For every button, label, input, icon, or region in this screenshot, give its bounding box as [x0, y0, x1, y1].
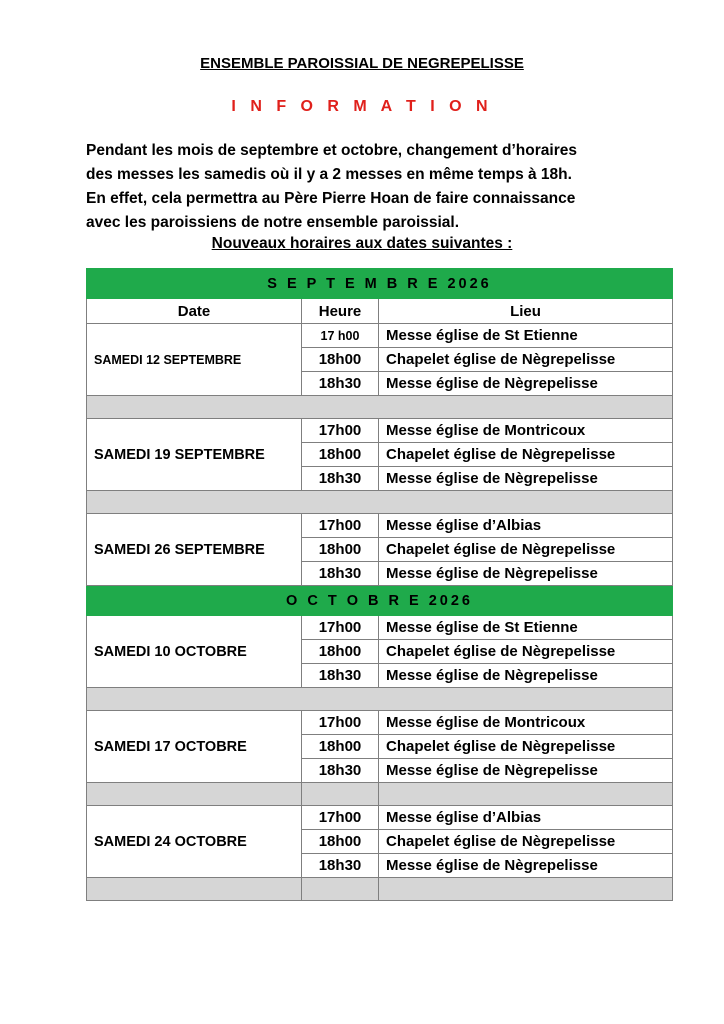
separator-cell: [87, 396, 673, 419]
time-cell: 18h30: [302, 372, 379, 396]
place-cell: Chapelet église de Nègrepelisse: [379, 443, 673, 467]
time-cell: 18h30: [302, 854, 379, 878]
time-cell: 18h30: [302, 562, 379, 586]
separator-cell: [379, 878, 673, 901]
separator-row: [87, 491, 673, 514]
place-cell: Messe église de Nègrepelisse: [379, 759, 673, 783]
information-heading: I N F O R M A T I O N: [231, 98, 493, 115]
separator-cell: [87, 878, 302, 901]
separator-cell: [379, 783, 673, 806]
time-cell: 17h00: [302, 419, 379, 443]
time-cell: 18h00: [302, 443, 379, 467]
time-cell: 18h00: [302, 348, 379, 372]
place-cell: Messe église d’Albias: [379, 514, 673, 538]
separator-row: [87, 688, 673, 711]
place-cell: Messe église de Nègrepelisse: [379, 664, 673, 688]
date-cell: SAMEDI 26 SEPTEMBRE: [87, 514, 302, 586]
table-row: [87, 324, 673, 348]
time-cell: 17h00: [302, 514, 379, 538]
place-cell: Chapelet église de Nègrepelisse: [379, 830, 673, 854]
intro-line: Pendant les mois de septembre et octobre, changement d’horaires: [86, 142, 577, 159]
schedule-table: [86, 268, 673, 901]
place-cell: Chapelet église de Nègrepelisse: [379, 348, 673, 372]
date-cell: SAMEDI 10 OCTOBRE: [87, 616, 302, 688]
month-label: O C T O B R E 2026: [87, 586, 673, 616]
place-cell: Messe église de Nègrepelisse: [379, 562, 673, 586]
table-row: [87, 514, 673, 538]
date-cell: SAMEDI 19 SEPTEMBRE: [87, 419, 302, 491]
intro-line: avec les paroissiens de notre ensemble paroissial.: [86, 214, 460, 231]
table-row: [87, 806, 673, 830]
time-cell: 17h00: [302, 806, 379, 830]
table-row: [87, 616, 673, 640]
date-cell: SAMEDI 17 OCTOBRE: [87, 711, 302, 783]
month-row-september: [87, 269, 673, 299]
place-cell: Messe église de Montricoux: [379, 419, 673, 443]
time-cell: 18h30: [302, 467, 379, 491]
separator-cell: [87, 688, 673, 711]
place-cell: Messe église de Nègrepelisse: [379, 467, 673, 491]
table-row: [87, 419, 673, 443]
place-cell: Messe église de Montricoux: [379, 711, 673, 735]
intro-paragraph: [86, 139, 686, 235]
place-cell: Chapelet église de Nègrepelisse: [379, 735, 673, 759]
time-cell: 17 h00: [302, 324, 379, 348]
time-cell: 17h00: [302, 711, 379, 735]
time-cell: 17h00: [302, 616, 379, 640]
header-date: Date: [87, 299, 302, 324]
separator-row: [87, 878, 673, 901]
header-lieu: Lieu: [379, 299, 673, 324]
time-cell: 18h00: [302, 830, 379, 854]
month-row-october: [87, 586, 673, 616]
separator-row: [87, 783, 673, 806]
header-heure: Heure: [302, 299, 379, 324]
place-cell: Chapelet église de Nègrepelisse: [379, 538, 673, 562]
place-cell: Messe église de St Etienne: [379, 616, 673, 640]
table-row: [87, 711, 673, 735]
date-cell: SAMEDI 12 SEPTEMBRE: [87, 324, 302, 396]
intro-line: En effet, cela permettra au Père Pierre Hoan de faire connaissance: [86, 190, 576, 207]
separator-cell: [87, 783, 302, 806]
time-cell: 18h30: [302, 759, 379, 783]
time-cell: 18h00: [302, 735, 379, 759]
time-cell: 18h00: [302, 538, 379, 562]
place-cell: Messe église de Nègrepelisse: [379, 372, 673, 396]
place-cell: Messe église d’Albias: [379, 806, 673, 830]
place-cell: Chapelet église de Nègrepelisse: [379, 640, 673, 664]
place-cell: Messe église de Nègrepelisse: [379, 854, 673, 878]
separator-row: [87, 396, 673, 419]
document-title: ENSEMBLE PAROISSIAL DE NEGREPELISSE: [200, 55, 524, 72]
month-label: S E P T E M B R E 2026: [87, 269, 673, 299]
intro-line: des messes les samedis où il y a 2 messes en même temps à 18h.: [86, 166, 572, 183]
separator-cell: [87, 491, 673, 514]
separator-cell: [302, 878, 379, 901]
time-cell: 18h00: [302, 640, 379, 664]
schedule-subtitle: Nouveaux horaires aux dates suivantes :: [211, 235, 513, 252]
time-cell: 18h30: [302, 664, 379, 688]
date-cell: SAMEDI 24 OCTOBRE: [87, 806, 302, 878]
column-headers: [87, 299, 673, 324]
separator-cell: [302, 783, 379, 806]
place-cell: Messe église de St Etienne: [379, 324, 673, 348]
